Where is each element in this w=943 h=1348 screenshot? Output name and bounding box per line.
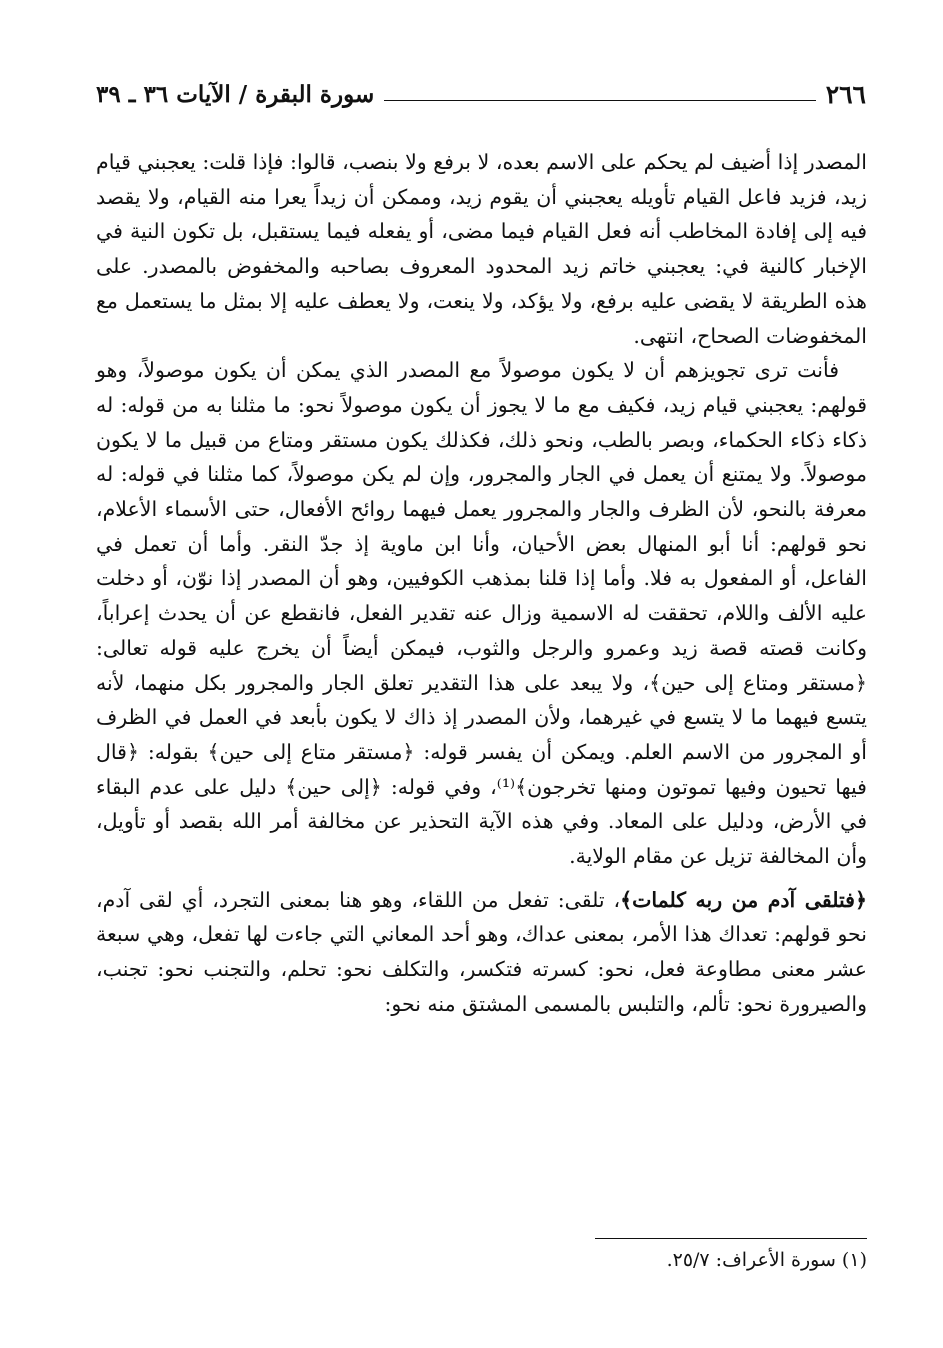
paragraph-2: فأنت ترى تجويزهم أن لا يكون موصولاً مع المصدر الذي يمكن أن يكون موصولاً، وهو قولهم: يعجبني قيام زيد، فكيف مع ما لا يجوز أن يكون موصولاً نحو: ما مثلنا به من قوله: له ذكاء ذكاء الحكماء، وبصر بالطب، ونحو ذلك، فكذلك يكون مستقر ومتاع من قبيل ما لا يكون موصولاً. ولا يمتنع أن يعمل في الجار والمجرور، وإن لم يكن موصولاً، كما مثلنا في قوله: له معرفة بالنحو، لأن الظرف والجار والمجرور يعمل فيهما روائح الأفعال، حتى الأسماء الأعلام، نحو قولهم: أنا أبو المنهال بعض الأحيان، وأنا ابن ماوية إذ جدّ النقر. وأما أن تعمل في الفاعل، أو المفعول به فلا. وأما إذا قلنا بمذهب الكوفيين، وهو أن المصدر إذا نوّن، أو دخلت عليه الألف واللام، تحققت له الاسمية وزال عنه تقدير الفعل، فانقطع عن أن يحدث إعراباً، وكانت قصته قصة زيد وعمرو والرجل والثوب، فيمكن أيضاً أن يخرج عليه قوله تعالى: ﴿مستقر ومتاع إلى حين﴾، ولا يبعد على هذا التقدير تعلق الجار والمجرور بكل منهما، لأنه يتسع فيهما ما لا يتسع في غيرهما، ولأن المصدر إذ ذاك لا يكون بأبعد في العمل في الظرف أو المجرور من الاسم العلم. ويمكن أن يفسر قوله: ﴿مستقر متاع إلى حين﴾ بقوله: ﴿قال فيها تحيون وفيها تموتون ومنها تخرجون﴾⁽¹⁾، وفي قوله: ﴿إلى حين﴾ دليل على عدم البقاء في الأرض، ودليل على المعاد. وفي هذه الآية التحذير عن مخالفة أمر الله بقصد أو تأويل، وأن المخالفة تزيل عن مقام الولاية. <box>96 358 867 869</box>
footnote: (١) سورة الأعراف: ٢٥/٧. <box>666 1249 867 1271</box>
page-header <box>96 70 866 110</box>
quran-verse-heading: ﴿فتلقى آدم من ربه كلمات﴾ <box>620 887 867 912</box>
page-number: ٢٦٦ <box>825 80 866 109</box>
running-title: سورة البقرة / الآيات ٣٦ ـ ٣٩ <box>96 81 375 108</box>
footnote-rule <box>595 1238 867 1239</box>
main-text <box>96 145 867 1022</box>
paragraph-1: المصدر إذا أضيف لم يحكم على الاسم بعده، لا برفع ولا بنصب، قالوا: فإذا قلت: يعجبني قيام زيد، فزيد فاعل القيام تأويله يعجبني أن يقوم زيد، وممكن أن زيداً يعرا منه القيام، ولا يقصد فيه إلى إفادة المخاطب أنه فعل القيام فيما مضى، أو يفعله فيما يستقبل، بل تكون النية في الإخبار كالنية في: يعجبني خاتم زيد المحدود المعروف بصاحبه والمخفوض بالمصدر. على هذه الطريقة لا يقضى عليه برفع، ولا يؤكد، ولا ينعت، ولا يعطف عليه إلا بمثل ما يستعمل مع المخفوضات الصحاح، انتهى. <box>96 150 867 348</box>
header-rule <box>384 100 815 101</box>
paragraph-3 <box>96 883 867 1022</box>
paragraph-3-text: ، تلقى: تفعل من اللقاء، وهو هنا بمعنى التجرد، أي لقى آدم، نحو قولهم: تعداك هذا الأمر، بمعنى عداك، وهو أحد المعاني التي جاءت لها تفعل، وهي سبعة عشر معنى مطاوعة فعل، نحو: كسرته فتكسر، والتكلف نحو: تحلم، والتجنب نحو: تجنب، والصيرورة نحو: تألم، والتلبس بالمسمى المشتق منه نحو: <box>96 887 867 1016</box>
